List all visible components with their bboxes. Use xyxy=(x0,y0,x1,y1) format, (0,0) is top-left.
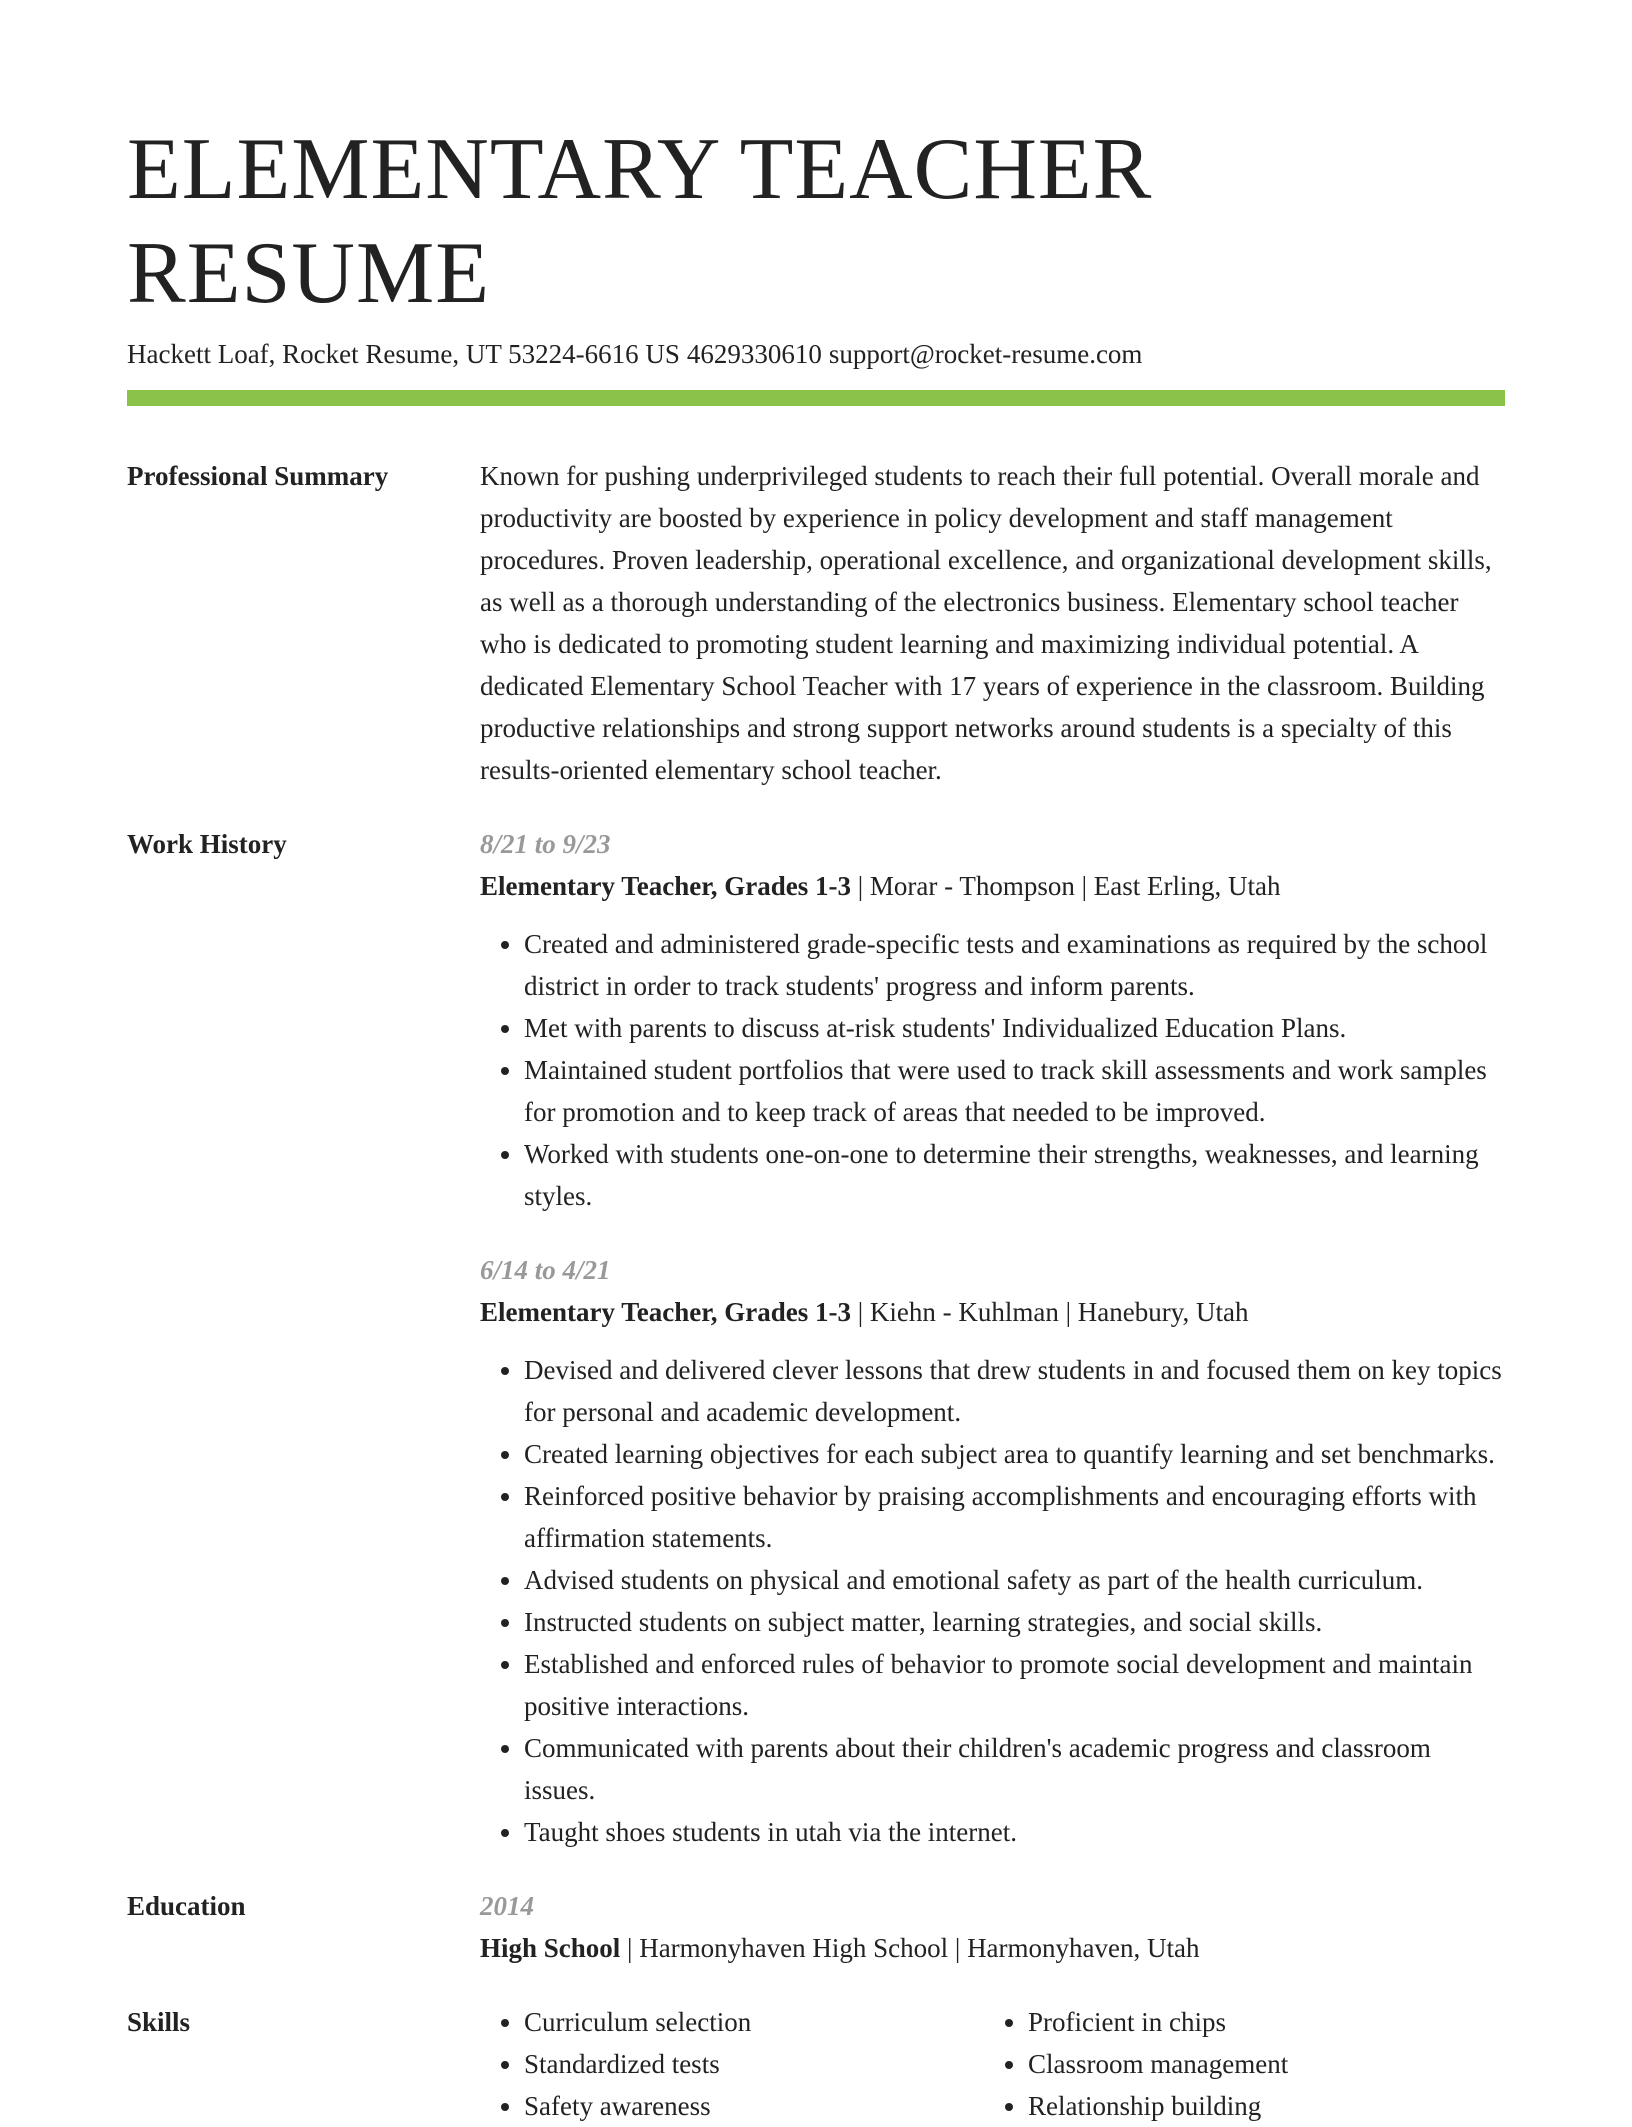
job-location: East Erling, Utah xyxy=(1093,871,1281,901)
education-degree: High School xyxy=(480,1933,621,1963)
job-entry xyxy=(480,1249,1505,1853)
job-bullet: • Instructed students on subject matter, learning strategies, and social skills. xyxy=(524,1601,1505,1643)
skill-item: • Curriculum selection xyxy=(524,2001,984,2043)
education-body xyxy=(480,1885,1505,1969)
job-bullet: • Worked with students one-on-one to determine their strengths, weaknesses, and learning styles. xyxy=(524,1133,1505,1217)
resume-page xyxy=(127,118,1505,2127)
separator: | xyxy=(1058,1297,1078,1327)
job-bullet: • Maintained student portfolios that were used to track skill assessments and work samples for promotion and to keep track of areas that needed to be improved. xyxy=(524,1049,1505,1133)
contact-email: support@rocket-resume.com xyxy=(828,339,1143,369)
job-heading xyxy=(480,1291,1505,1333)
job-bullet: • Devised and delivered clever lessons that drew students in and focused them on key topics for personal and academic development. xyxy=(524,1349,1505,1433)
job-entry xyxy=(480,823,1505,1217)
skills-columns xyxy=(480,2001,1505,2127)
education-year: 2014 xyxy=(480,1891,534,1921)
job-bullet: • Created and administered grade-specific tests and examinations as required by the school district in order to track students' progress and inform parents. xyxy=(524,923,1505,1007)
skills-list-right xyxy=(984,2001,1505,2127)
separator: | xyxy=(1074,871,1094,901)
contact-address: Hackett Loaf, Rocket Resume, UT 53224-6616 US xyxy=(127,339,680,369)
job-bullet: • Met with parents to discuss at-risk students' Individualized Education Plans. xyxy=(524,1007,1505,1049)
education-heading xyxy=(480,1927,1505,1969)
skills-body xyxy=(480,2001,1505,2127)
skills-section xyxy=(127,2001,1505,2127)
summary-text: Known for pushing underprivileged students to reach their full potential. Overall morale and productivity are boosted by experience in policy development and staff management procedures. Proven leadership, operational excellence, and organizational development skills, as well as a thorough understanding of the electronics business. Elementary school teacher who is dedicated to promoting student learning and maximizing individual potential. A dedicated Elementary School Teacher with 17 years of experience in the classroom. Building productive relationships and strong support networks around students is a specialty of this results-oriented elementary school teacher. xyxy=(480,461,1492,785)
skill-item: • Proficient in chips xyxy=(1028,2001,1505,2043)
section-label-skills: Skills xyxy=(127,2007,191,2037)
education-location: Harmonyhaven, Utah xyxy=(967,1933,1200,1963)
job-bullets xyxy=(480,923,1505,1217)
work-history-section xyxy=(127,823,1505,1853)
job-dates: 8/21 to 9/23 xyxy=(480,829,611,859)
job-bullet: • Communicated with parents about their children's academic progress and classroom issues. xyxy=(524,1727,1505,1811)
education-section xyxy=(127,1885,1505,1969)
separator: | xyxy=(948,1933,968,1963)
separator: | xyxy=(850,1297,870,1327)
job-bullet: • Advised students on physical and emotional safety as part of the health curriculum. xyxy=(524,1559,1505,1601)
job-company: Kiehn - Kuhlman xyxy=(869,1297,1059,1327)
section-label-work: Work History xyxy=(127,829,287,859)
header-divider xyxy=(127,390,1505,406)
page-title: ELEMENTARY TEACHER RESUME xyxy=(127,121,1153,322)
education-school: Harmonyhaven High School xyxy=(639,1933,949,1963)
job-bullet: • Created learning objectives for each subject area to quantify learning and set benchmarks. xyxy=(524,1433,1505,1475)
job-location: Hanebury, Utah xyxy=(1077,1297,1249,1327)
summary-section xyxy=(127,455,1505,791)
job-bullet: • Taught shoes students in utah via the internet. xyxy=(524,1811,1505,1853)
job-title: Elementary Teacher, Grades 1-3 xyxy=(480,871,851,901)
section-label-summary: Professional Summary xyxy=(127,461,389,491)
job-bullet: • Established and enforced rules of behavior to promote social development and maintain positive interactions. xyxy=(524,1643,1505,1727)
job-dates: 6/14 to 4/21 xyxy=(480,1255,611,1285)
work-history-body xyxy=(480,823,1505,1853)
skill-item: • Standardized tests xyxy=(524,2043,984,2085)
separator: | xyxy=(850,871,870,901)
job-company: Morar - Thompson xyxy=(869,871,1075,901)
section-label-education: Education xyxy=(127,1891,246,1921)
skill-item: • Classroom management xyxy=(1028,2043,1505,2085)
job-heading xyxy=(480,865,1505,907)
job-bullets xyxy=(480,1349,1505,1853)
skill-item: • Safety awareness xyxy=(524,2085,984,2127)
separator: | xyxy=(620,1933,640,1963)
job-bullet: • Reinforced positive behavior by praising accomplishments and encouraging efforts with affirmation statements. xyxy=(524,1475,1505,1559)
skill-item: • Relationship building xyxy=(1028,2085,1505,2127)
contact-line xyxy=(127,336,1505,372)
job-title: Elementary Teacher, Grades 1-3 xyxy=(480,1297,851,1327)
contact-phone: 4629330610 xyxy=(686,339,822,369)
skills-list-left xyxy=(480,2001,984,2127)
